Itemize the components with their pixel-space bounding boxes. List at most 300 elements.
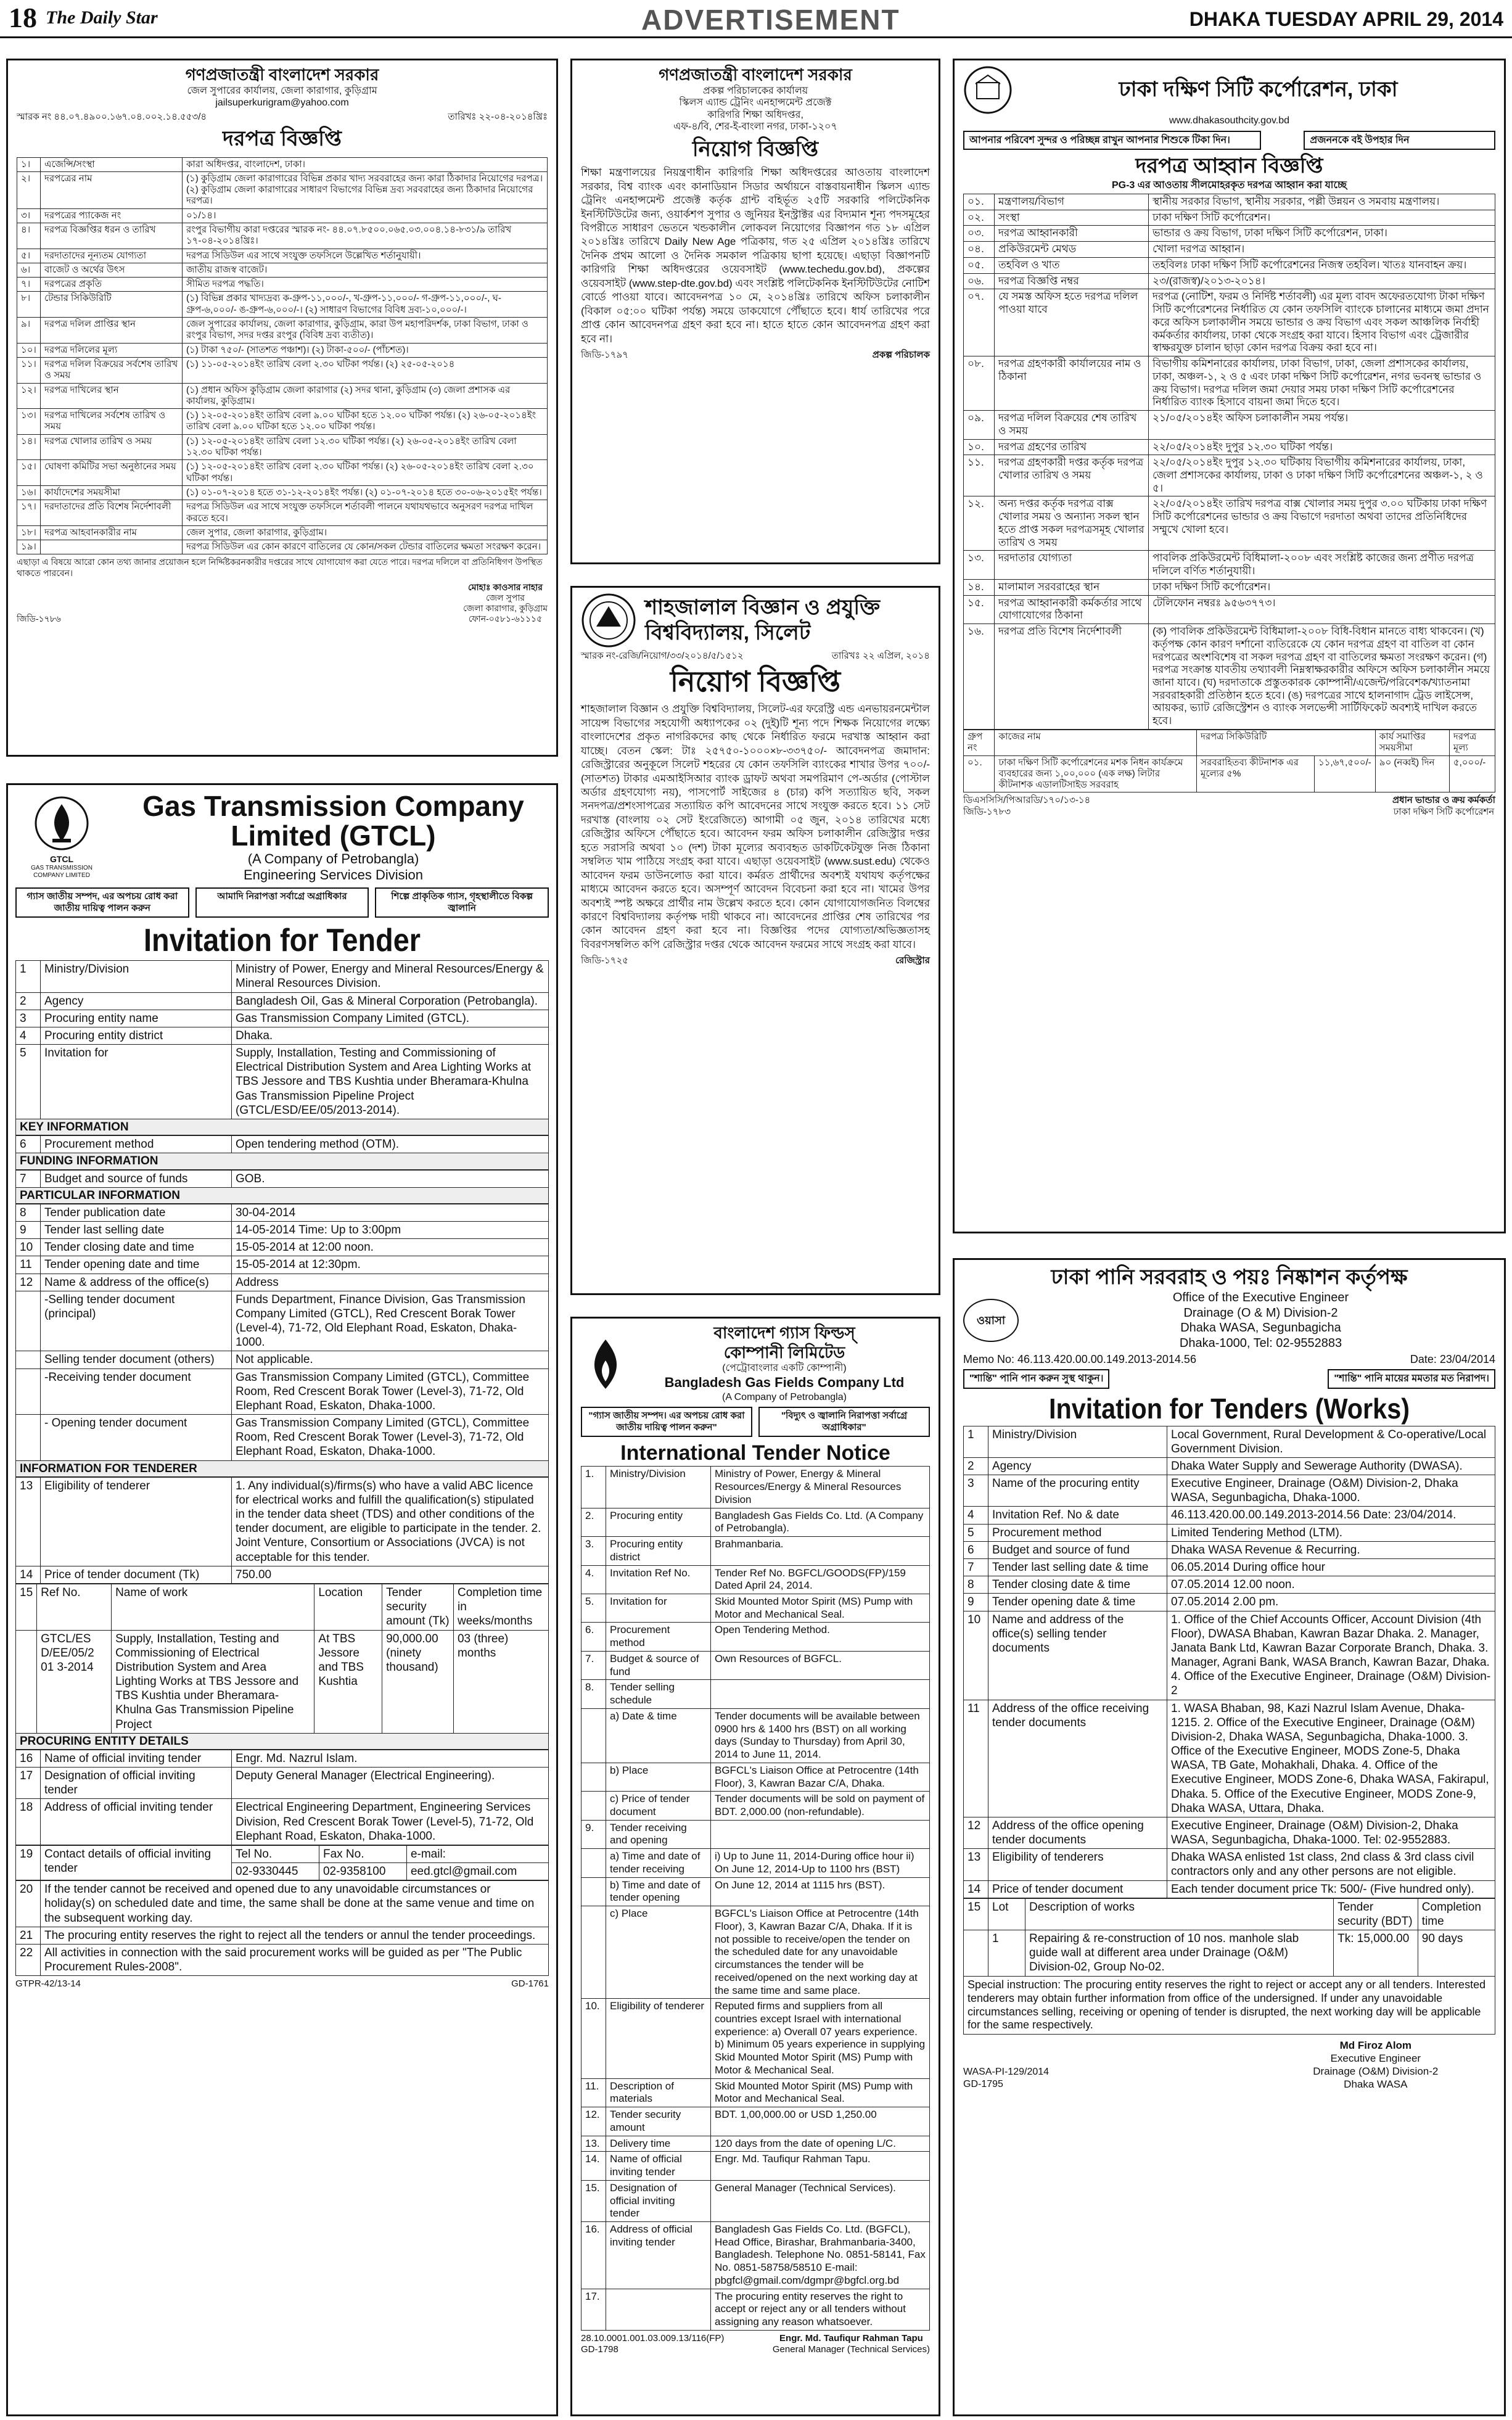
table-cell: Name of the procuring entity bbox=[988, 1475, 1167, 1507]
table-cell: 10. bbox=[581, 1999, 606, 2078]
sust-header bbox=[581, 593, 930, 648]
table-cell: 15. bbox=[581, 2180, 606, 2221]
dscc-footer bbox=[963, 795, 1495, 818]
table-row bbox=[17, 343, 548, 357]
wasa-date: Date: 23/04/2014 bbox=[1410, 1353, 1495, 1366]
table-row bbox=[17, 249, 548, 263]
dscc-header bbox=[963, 65, 1495, 115]
table-cell: 11 bbox=[964, 1700, 988, 1817]
gtcl-table-4 bbox=[15, 1204, 549, 1461]
table-cell: Budget & source of fund bbox=[606, 1651, 711, 1679]
table-cell: কার্যাদেশের সময়সীমা bbox=[41, 485, 183, 500]
wasa-logo: ওয়াসা bbox=[963, 1299, 1019, 1342]
gtcl-sec-part: PARTICULAR INFORMATION bbox=[15, 1188, 549, 1204]
table-cell: Ref No. bbox=[37, 1584, 112, 1630]
table-row bbox=[16, 1630, 549, 1733]
table-cell: The procuring entity reserves the right to accept or reject any or all tenders without assigning any reason whatsoever. bbox=[711, 2289, 930, 2330]
table-cell bbox=[581, 1708, 606, 1763]
table-cell: দরপত্র মূল্য bbox=[1449, 730, 1495, 755]
table-row bbox=[964, 273, 1495, 289]
gtcl-sec-fund: FUNDING INFORMATION bbox=[15, 1153, 549, 1169]
dscc-emblem-icon bbox=[963, 65, 1013, 115]
table-cell: Procurement method bbox=[41, 1136, 232, 1153]
bgfcl-bn2: কোম্পানী লিমিটেড bbox=[723, 1343, 845, 1362]
table-cell: 1. Office of the Chief Accounts Officer, Account Division (4th Floor), DWASA Bhaban, Kawran Bazar Dhaka. 2. Manager, Janata Bank Ltd, Kawran Bazar Corporate Branch, Dhaka. 3. Manager, Agrani Bank, WASA Branch, Kawran Bazar, Dhaka. 4. Office of the Executive Engineer, Drainage (O&M) Division-2 bbox=[1167, 1611, 1495, 1700]
table-cell: সীমিত দরপত্র পদ্ধতি। bbox=[183, 278, 548, 292]
table-cell: i) Up to June 11, 2014-During office hour ii) On June 12, 2014-Up to 1100 hrs (BST) bbox=[711, 1849, 930, 1877]
table-cell: Gas Transmission Company Limited (GTCL), Committee Room, Red Crescent Borak Tower (Level-3), 71-72, Old Elephant Road, Eskaton, Dhaka-1000. bbox=[232, 1368, 549, 1415]
table-cell bbox=[606, 2289, 711, 2330]
table-row bbox=[16, 1768, 549, 1799]
table-cell: (১) ০১-০৭-২০১৪ হতে ৩১-১২-২০১৪ইং পর্যন্ত। (২) ০১-০৭-২০১৪ হতে ৩০-০৬-২০১৫ইং পর্যন্ত। bbox=[183, 485, 548, 500]
sust-code: জিডি-১৭২৫ bbox=[581, 955, 629, 966]
gtcl-sec-tenderer: INFORMATION FOR TENDERER bbox=[15, 1461, 549, 1477]
table-cell: 15-05-2014 at 12:00 noon. bbox=[232, 1239, 549, 1256]
sust-title: নিয়োগ বিজ্ঞপ্তি bbox=[670, 665, 841, 698]
table-cell: 21 bbox=[16, 1927, 41, 1944]
table-cell: দরদাতাদের নূন্যতম যোগ্যতা bbox=[41, 249, 183, 263]
bgfcl-foot-title: General Manager (Technical Services) bbox=[772, 2344, 930, 2355]
table-row bbox=[581, 1849, 930, 1877]
wasa-addr1: Dhaka WASA, Segunbagicha bbox=[1180, 1321, 1341, 1335]
gtcl-lot-table bbox=[15, 1584, 549, 1734]
table-cell: দরপত্র সিডিউল এর কোন কারণে বাতিলের যে কোন/সকল টেন্ডার বাতিলের ক্ষমতা সংরক্ষণ করেন। bbox=[183, 540, 548, 554]
skills-line1: প্রকল্প পরিচালকের কার্যালয় bbox=[702, 85, 808, 96]
table-cell: (১) টাকা ৭৫০/- (সাতশত পঞ্চাশ)। (২) টাকা-৫০০/- (পাঁচশত)। bbox=[183, 343, 548, 357]
wasa-sign-t1: Executive Engineer bbox=[1330, 2052, 1421, 2065]
table-cell: ২২/০৫/২০১৪ইং দুপুর ১২.৩০ ঘটিকায় বিভাগীয় কমিশনারের কার্যালয়, ঢাকা, জেলা প্রশাসকের কার্যালয়, ঢাকা ও ঢাকা দক্ষিণ সিটি কর্পোরেশনের অঞ্চল-১, ২ ও ৫। bbox=[1149, 455, 1495, 496]
table-cell: Open tendering method (OTM). bbox=[232, 1136, 549, 1153]
sust-memo-row bbox=[581, 651, 930, 662]
skills-title: নিয়োগ বিজ্ঞপ্তি bbox=[692, 137, 819, 161]
dscc-sub: PG-3 এর আওতায় সীলমোহরকৃত দরপত্র আহ্বান করা যাচ্ছে bbox=[1111, 179, 1347, 191]
table-cell: Invitation for bbox=[606, 1594, 711, 1622]
table-cell: কারা অধিদপ্তর, বাংলাদেশ, ঢাকা। bbox=[183, 157, 548, 171]
table-cell: টেলিফোন নম্বরঃ ৯৫৬৩৭৭৩। bbox=[1149, 595, 1495, 624]
paper-name: The Daily Star bbox=[46, 7, 158, 28]
table-row bbox=[17, 540, 548, 554]
table-row bbox=[581, 1623, 930, 1651]
table-row bbox=[964, 411, 1495, 439]
skills-footer bbox=[581, 350, 930, 361]
table-row bbox=[16, 961, 549, 992]
table-cell: ০৩. bbox=[964, 226, 995, 242]
dscc-foot-ref: ডিএসসিসি/পিআরডি/১৭০/১৩-১৪ bbox=[963, 795, 1091, 806]
table-cell: Completion time in weeks/months bbox=[453, 1584, 548, 1630]
gtcl-title: Gas Transmission Company Limited (GTCL) bbox=[142, 790, 524, 852]
table-cell: দরপত্র আহ্বানকারী কর্মকর্তার সাথে যোগাযোগের ঠিকানা bbox=[995, 595, 1149, 624]
table-row bbox=[964, 1849, 1495, 1880]
table-cell: ৪। bbox=[17, 223, 41, 249]
table-cell: Executive Engineer, Drainage (O&M) Division-2, Dhaka WASA, Segunbagicha, Dhaka-1000. bbox=[1167, 1475, 1495, 1507]
table-cell: Repairing & re-construction of 10 nos. manhole slab guide wall at different area under Drainage (O&M) Division-02, Group No-02. bbox=[1025, 1930, 1334, 1977]
table-cell bbox=[711, 1680, 930, 1708]
table-cell: দরপত্র দাখিলের স্থান bbox=[41, 383, 183, 409]
table-cell: ১০। bbox=[17, 343, 41, 357]
table-cell: 10 bbox=[16, 1239, 41, 1256]
table-cell: ৮। bbox=[17, 292, 41, 318]
table-cell: কার্য সমাপ্তির সময়সীমা bbox=[1375, 730, 1449, 755]
gtcl-table-2 bbox=[15, 1135, 549, 1153]
gtcl-email-link[interactable]: eed.gtcl@gmail.com bbox=[406, 1863, 548, 1880]
table-cell: Ministry/Division bbox=[606, 1467, 711, 1508]
table-row bbox=[581, 2078, 930, 2107]
table-row bbox=[964, 624, 1495, 730]
table-cell bbox=[581, 1792, 606, 1820]
wasa-code2: GD-1795 bbox=[963, 2078, 1003, 2089]
table-cell: ১৭। bbox=[17, 500, 41, 526]
gtcl-logo bbox=[15, 796, 108, 880]
table-cell: Agency bbox=[41, 992, 232, 1010]
table-row bbox=[964, 551, 1495, 579]
gtcl-flame-icon bbox=[34, 796, 89, 851]
table-row bbox=[581, 1877, 930, 1906]
table-cell: 1 bbox=[964, 1426, 988, 1457]
table-cell: 15-05-2014 at 12:30pm. bbox=[232, 1256, 549, 1274]
table-cell bbox=[41, 540, 183, 554]
table-cell: দরপত্র সিডিউল এর সাথে সংযুক্ত তফসিলে উল্লেখিত শর্তানুযায়ী। bbox=[183, 249, 548, 263]
table-cell: Skid Mounted Motor Spirit (MS) Pump with Motor and Mechanical Seal. bbox=[711, 2078, 930, 2107]
table-cell: Not applicable. bbox=[232, 1351, 549, 1368]
table-cell: Tender receiving and opening bbox=[606, 1820, 711, 1848]
table-row bbox=[16, 1415, 549, 1461]
table-row bbox=[17, 157, 548, 171]
table-row bbox=[17, 383, 548, 409]
table-cell: ২৩/(রাজস্ব)/২০১৩-২০১৪। bbox=[1149, 273, 1495, 289]
table-cell: ২২/০৫/২০১৪ইং তারিখ দরপত্র বাক্স খোলার সময় দুপুর ৩.০০ ঘটিকায় ঢাকা দক্ষিণ সিটি কর্পোরেশনের ভান্ডার ও ক্রয় বিভাগে দরদাতা অথবা তাদের প্রতিনিধিদের সম্মুখে খোলা হবে। bbox=[1149, 496, 1495, 551]
table-cell: সংস্থা bbox=[995, 210, 1149, 226]
bgfcl-slogans bbox=[581, 1407, 930, 1437]
table-cell: BGFCL's Liaison Office at Petrocentre (14th Floor), 3, Kawran Bazar C/A, Dhaka. If it is not possible to receive/open the tender on the scheduled date for any unavoidable circumstances the tender will be received/opened on the next working day at the same time and same place. bbox=[711, 1906, 930, 1999]
jail-memo-row bbox=[17, 112, 548, 123]
table-cell: ঢাকা দক্ষিণ সিটি কর্পোরেশনের মশক নিধন কার্যক্রমে ব্যবহারের জন্য ১,০০,০০০ (এক লক্ষ) লিটার কীটনাশক এডালটিসাইড সরবরাহ bbox=[995, 755, 1197, 792]
table-cell: ঢাকা দক্ষিণ সিটি কর্পোরেশন। bbox=[1149, 210, 1495, 226]
table-cell: 17 bbox=[16, 1768, 41, 1799]
table-row bbox=[17, 171, 548, 208]
table-cell: Fax No. bbox=[319, 1845, 406, 1862]
table-cell: দরপত্র দলিল প্রাপ্তির স্থান bbox=[41, 318, 183, 344]
dscc-sign-title: প্রধান ভান্ডার ও ক্রয় কর্মকর্তা bbox=[1392, 795, 1495, 806]
table-cell: Dhaka WASA Revenue & Recurring. bbox=[1167, 1541, 1495, 1558]
table-cell: 6 bbox=[964, 1541, 988, 1558]
table-cell: 2 bbox=[964, 1457, 988, 1475]
table-cell: (ক) পাবলিক প্রকিউরমেন্ট বিধিমালা-২০০৮ বিধি-বিধান মানতে বাধ্য থাকবেন। (খ) কর্তৃপক্ষ কোন কারণ দর্শানো ব্যতিরেকে যে কোন দরপত্র গ্রহণ বা বাতিল বা কোন দরপত্রের অংশবিশেষ বা সকল দরপত্র গ্রহণ বা বাতিলের ক্ষমতা সংরক্ষণ করেন। (গ) দরপত্র সংক্রান্ত যাবতীয় তথ্যাবলী নিম্নস্বাক্ষরকারীর অফিসে অফিস চলাকালীন সময়ে জানা যাবে। (ঘ) দরদাতাকে প্রস্তুতকারক কোম্পানী/এজেন্ট/পরিবেশক/খ্যাতনামা সরবরাহকারী প্রতিষ্ঠান হতে হবে। (ঙ) দরপত্রের সাথে হালনাগাদ ট্রেড লাইসেন্স, আয়কর, ভ্যাট রেজিস্ট্রেশন ও ব্যাংক সলভেন্সী সার্টিফিকেট অবশ্যই দাখিল করতে হবে। bbox=[1149, 624, 1495, 730]
table-cell: a) Date & time bbox=[606, 1708, 711, 1763]
table-cell: ১৯। bbox=[17, 540, 41, 554]
bgfcl-slogan: "গ্যাস জাতীয় সম্পদ। এর অপচয় রোধ করা জাতীয় দায়িত্ব পালন করুন" bbox=[581, 1407, 752, 1437]
table-cell: -Receiving tender document bbox=[41, 1368, 232, 1415]
table-cell: 8 bbox=[964, 1576, 988, 1594]
table-row bbox=[17, 208, 548, 223]
dscc-title: ঢাকা দক্ষিণ সিটি কর্পোরেশন, ঢাকা bbox=[1119, 78, 1398, 102]
table-row bbox=[964, 595, 1495, 624]
table-cell: Executive Engineer, Drainage (O&M) Division-2, Dhaka WASA, Segunbagicha, Dhaka-1000. Tel: 02-9552883. bbox=[1167, 1817, 1495, 1848]
table-row bbox=[581, 1763, 930, 1791]
table-cell: Tel No. bbox=[232, 1845, 319, 1862]
table-row bbox=[581, 1708, 930, 1763]
wasa-special: Special instruction: The procuring entity reserves the right to reject or accept any or all tenders. Interested tenderers may obtain further information from office of the undersigned. If under any unavoidable circumstances selling, receiving or opening of tender is disrupted, the next working day will be applicable for the same respectively. bbox=[963, 1977, 1495, 2035]
table-cell: বাজেট ও অর্থের উৎস bbox=[41, 263, 183, 277]
table-cell: Limited Tendering Method (LTM). bbox=[1167, 1524, 1495, 1541]
table-cell: Gas Transmission Company Limited (GTCL). bbox=[232, 1010, 549, 1027]
table-row bbox=[964, 1611, 1495, 1700]
table-cell: ৩। bbox=[17, 208, 41, 223]
table-cell: 22 bbox=[16, 1944, 41, 1975]
table-cell: দরপত্র দাখিলের সর্বশেষ তারিখ ও সময় bbox=[41, 409, 183, 435]
table-cell: জেল সুপার, জেলা কারাগার, কুড়িগ্রাম। bbox=[183, 525, 548, 540]
table-cell: Engr. Md. Nazrul Islam. bbox=[232, 1750, 549, 1767]
bgfcl-tender-ad bbox=[570, 1317, 940, 2416]
table-cell: ৭। bbox=[17, 278, 41, 292]
table-cell: দরপত্র আহবানকারীর নাম bbox=[41, 525, 183, 540]
dscc-sign-org: ঢাকা দক্ষিণ সিটি কর্পোরেশন bbox=[1393, 806, 1495, 817]
gtcl-slogan: আমাদি নিরাপত্তা সর্বাগ্রে অগ্রাধিকার bbox=[195, 887, 369, 918]
table-cell bbox=[711, 1820, 930, 1848]
jail-sign-place: জেলা কারাগার, কুড়িগ্রাম bbox=[462, 603, 548, 613]
wasa-header bbox=[963, 1290, 1495, 1351]
table-cell: 02-9330445 bbox=[232, 1863, 319, 1880]
table-cell: ০২. bbox=[964, 210, 995, 226]
table-cell: ১১. bbox=[964, 455, 995, 496]
skills-gov: গণপ্রজাতন্ত্রী বাংলাদেশ সরকার bbox=[659, 65, 852, 84]
table-row bbox=[964, 755, 1495, 792]
table-cell: (১) ১২-০৫-২০১৪ইং তারিখ বেলা ১২.৩০ ঘটিকা পর্যন্ত। (২) ২৬-০৫-২০১৪ইং তারিখ বেলা ১২.৩০ ঘটিকা পর্যন্ত। bbox=[183, 434, 548, 460]
table-row bbox=[581, 2107, 930, 2136]
table-row bbox=[16, 1566, 549, 1583]
table-cell: 19 bbox=[16, 1845, 41, 1880]
table-cell: Procuring entity name bbox=[41, 1010, 232, 1027]
table-cell: Reputed firms and suppliers from all countries except Israel with international experience: a) Overall 07 years experience. b) Minimum 05 years experience in supplying Skid Mounted Motor Spirit (MS) Pump with Motor & Mechanical Seal. bbox=[711, 1999, 930, 2078]
table-cell: তহবিলঃ ঢাকা দক্ষিণ সিটি কর্পোরেশনের নিজস্ব তহবিল। খাতঃ যানবাহন ক্রয়। bbox=[1149, 257, 1495, 273]
table-row bbox=[581, 1467, 930, 1508]
table-cell: কাজের নাম bbox=[995, 730, 1197, 755]
table-cell: 13 bbox=[964, 1849, 988, 1880]
table-cell: দরপত্র (নোটিশ, ফরম ও নির্দিষ্ট শর্তাবলী) এর মূল্য বাবদ অফেরতযোগ্য টাকা দক্ষিণ সিটি কর্পোরেশনের নির্ধারিত যে কোন তফসিলি ব্যাংকে চালানের মাধ্যমে জমা প্রদান করে অফিস চলাকালীন সময়ে ভান্ডার ও ক্রয় বিভাগ এবং সকল আঞ্চলিক নির্বাহী কর্মকর্তার কার্যালয়, ঢাকা থেকে সংগ্রহ করা যাবে। হিসাব বিভাগ এবং ট্রেজারীর স্বাক্ষরযুক্ত চালান ছাড়া কোন দরপত্র বিক্রয় করা হবে না। bbox=[1149, 289, 1495, 356]
table-cell: Invitation Ref No. bbox=[606, 1565, 711, 1594]
table-cell: 7. bbox=[581, 1651, 606, 1679]
jail-signature bbox=[463, 582, 548, 624]
gtcl-logo-text: GTCL bbox=[49, 854, 74, 865]
table-cell: 14. bbox=[581, 2152, 606, 2180]
table-cell: স্থানীয় সরকার বিভাগ, স্থানীয় সরকার, পল্লী উন্নয়ন ও সমবায় মন্ত্রণালয়। bbox=[1149, 194, 1495, 210]
table-cell: 7 bbox=[964, 1558, 988, 1576]
table-row bbox=[964, 496, 1495, 551]
table-cell: দরপত্র বিজ্ঞপ্তির ধরন ও তারিখ bbox=[41, 223, 183, 249]
dscc-web[interactable]: www.dhakasouthcity.gov.bd bbox=[1169, 115, 1290, 126]
table-cell: Tender security amount (Tk) bbox=[382, 1584, 454, 1630]
table-cell: ৬। bbox=[17, 263, 41, 277]
masthead bbox=[0, 0, 1512, 38]
gtcl-tender-ad bbox=[6, 783, 558, 2416]
table-row bbox=[16, 1170, 549, 1187]
table-cell: Tender publication date bbox=[41, 1204, 232, 1221]
jail-note: এছাড়া এ বিষয়ে আরো কোন তথ্য জানার প্রয়োজন হলে নির্দ্দিষ্টকরনকারীর দপ্তরের সাথে যোগাযোগ করা যেতে পারে। দরপত্র দলিলে বা প্রতিনিধিগণ উপস্থিত থাকতে পারবেন। bbox=[17, 557, 543, 578]
sust-emblem-icon bbox=[581, 593, 636, 648]
table-cell: ০৭. bbox=[964, 289, 995, 356]
jail-email[interactable]: jailsuperkurigram@yahoo.com bbox=[215, 97, 349, 109]
table-cell: (১) কুড়িগ্রাম জেলা কারাগারের বিভিন্ন প্রকার খাদ্য সরবরাহের জন্য কারা ঠিকাদার নিয়োগের দরপত্র। (২) কুড়িগ্রাম জেলা কারাগারের সাধারণ বিভাগের বিভিন্ন দ্রব্য সরবরাহের জন্য ঠিকাদার নিয়োগের দরপত্র। bbox=[183, 171, 548, 208]
wasa-lot-table bbox=[963, 1898, 1495, 1977]
table-row bbox=[17, 525, 548, 540]
table-row bbox=[964, 1576, 1495, 1594]
table-cell: 30-04-2014 bbox=[232, 1204, 549, 1221]
jail-sign-title: জেল সুপার bbox=[485, 592, 525, 603]
table-row bbox=[964, 257, 1495, 273]
table-cell: ৯০ (নব্বই) দিন bbox=[1375, 755, 1449, 792]
table-cell: On June 12, 2014 at 1115 hrs (BST). bbox=[711, 1877, 930, 1906]
table-cell: 11. bbox=[581, 2078, 606, 2107]
table-cell: ৫,০০০/- bbox=[1449, 755, 1495, 792]
table-row bbox=[16, 1944, 549, 1975]
table-cell bbox=[964, 1930, 988, 1977]
gtcl-heading: Invitation for Tender bbox=[144, 922, 421, 958]
table-row bbox=[16, 1239, 549, 1256]
table-cell: Ministry of Power, Energy & Mineral Resources/Energy & Mineral Resources Division bbox=[711, 1467, 930, 1508]
table-row bbox=[17, 278, 548, 292]
sust-memo: স্মারক নং-রেজি/নিয়োগ/৩৩/২০১৪/৫/১৫১২ bbox=[581, 651, 744, 661]
table-cell: 12. bbox=[581, 2107, 606, 2136]
table-cell: ০১. bbox=[964, 755, 995, 792]
table-cell: 14 bbox=[16, 1566, 41, 1583]
table-row bbox=[581, 1792, 930, 1820]
table-cell: 1 bbox=[16, 961, 41, 992]
table-cell: Address of official inviting tender bbox=[41, 1799, 232, 1845]
dscc-lot-table bbox=[963, 730, 1495, 792]
jail-gov: গণপ্রজাতন্ত্রী বাংলাদেশ সরকার bbox=[185, 65, 379, 84]
table-cell: দরপত্র প্রতি বিশেষ নির্দেশাবলী bbox=[995, 624, 1149, 730]
table-row bbox=[16, 1256, 549, 1274]
table-cell: 8 bbox=[16, 1204, 41, 1221]
table-cell: 14-05-2014 Time: Up to 3:00pm bbox=[232, 1222, 549, 1239]
table-cell: ০৬. bbox=[964, 273, 995, 289]
table-cell: Ministry of Power, Energy and Mineral Resources/Energy & Mineral Resources Division. bbox=[232, 961, 549, 992]
wasa-memo: Memo No: 46.113.420.00.00.149.2013-2014.56 bbox=[963, 1353, 1196, 1366]
table-row bbox=[964, 1880, 1495, 1898]
table-cell: 5. bbox=[581, 1594, 606, 1622]
table-row bbox=[964, 1594, 1495, 1611]
table-row bbox=[581, 2180, 930, 2221]
table-row bbox=[17, 460, 548, 486]
table-row bbox=[964, 210, 1495, 226]
table-cell: ১৫. bbox=[964, 595, 995, 624]
table-row bbox=[17, 409, 548, 435]
jail-sign-phone: ফোন-০৫৮১-৬১১১৫ bbox=[468, 613, 543, 624]
table-cell: 9 bbox=[16, 1222, 41, 1239]
table-cell: মন্ত্রণালয়/বিভাগ bbox=[995, 194, 1149, 210]
table-cell: Name and address of the office(s) selling tender documents bbox=[988, 1611, 1167, 1700]
table-cell: BDT. 1,00,000.00 or USD 1,250.00 bbox=[711, 2107, 930, 2136]
gtcl-sec-key: KEY INFORMATION bbox=[15, 1119, 549, 1135]
table-cell: Tender last selling date & time bbox=[988, 1558, 1167, 1576]
table-cell: গ্রুপ নং bbox=[964, 730, 995, 755]
table-cell: Name of official inviting tender bbox=[606, 2152, 711, 2180]
gtcl-table-1 bbox=[15, 960, 549, 1119]
dscc-boxes bbox=[963, 131, 1495, 150]
table-cell: দরপত্র সিডিউল এর সাথে সংযুক্ত তফসিলে শর্তাবলী পালনে যথাযথভাবে অনুসরণ দরপত্র দাখিল করতে হবে। bbox=[183, 500, 548, 526]
table-row bbox=[17, 357, 548, 383]
table-cell: 1 bbox=[988, 1930, 1025, 1977]
table-cell: ১৪। bbox=[17, 434, 41, 460]
table-cell: 750.00 bbox=[232, 1566, 549, 1583]
table-cell: ঘোষণা কমিটির সভা অনুষ্ঠানের সময় bbox=[41, 460, 183, 486]
table-cell: ০৫. bbox=[964, 257, 995, 273]
gtcl-sub2: Engineering Services Division bbox=[243, 867, 424, 883]
table-row bbox=[581, 1537, 930, 1565]
table-cell: (১) বিভিন্ন প্রকার খাদ্যদ্রব্য ক-গ্রুপ-১১,০০০/-, খ-গ্রুপ-১১,০০০/- গ-গ্রুপ-১১,০০০/-, ঘ-গ্রুপ-৬,০০০/- ঙ-গ্রুপ-৬,০০০/-। (২) সাধারণ বিভাগের বিবিধ দ্রব্য-১০,০০০/-। bbox=[183, 292, 548, 318]
table-cell: Lot bbox=[988, 1898, 1025, 1930]
bgfcl-flame-icon bbox=[581, 1336, 630, 1391]
table-cell bbox=[16, 1630, 37, 1733]
table-cell: 46.113.420.00.00.149.2013-2014.56 Date: 23/04/2014. bbox=[1167, 1507, 1495, 1524]
table-cell: দরদাতাদের প্রতি বিশেষ নির্দেশাবলী bbox=[41, 500, 183, 526]
table-cell bbox=[16, 1415, 41, 1461]
table-cell: 90 days bbox=[1418, 1930, 1495, 1977]
bgfcl-title: Bangladesh Gas Fields Company Ltd bbox=[664, 1374, 905, 1390]
table-cell: 1. bbox=[581, 1467, 606, 1508]
table-cell: Procurement method bbox=[988, 1524, 1167, 1541]
table-cell: দরপত্র আহ্বানকারী bbox=[995, 226, 1149, 242]
table-cell: Tender documents will be sold on payment of BDT. 2,000.00 (non-refundable). bbox=[711, 1792, 930, 1820]
table-cell: Dhaka Water Supply and Sewerage Authority (DWASA). bbox=[1167, 1457, 1495, 1475]
table-cell: All activities in connection with the said procurement works will be guided as per "The Public Procurement Rules-2008". bbox=[41, 1944, 549, 1975]
table-row bbox=[964, 1475, 1495, 1507]
table-cell: Tender last selling date bbox=[41, 1222, 232, 1239]
table-row bbox=[964, 730, 1495, 755]
table-cell: Dhaka WASA enlisted 1st class, 2nd class & 3rd class civil contractors only and any other persons are not eligible. bbox=[1167, 1849, 1495, 1880]
table-cell: If the tender cannot be received and opened due to any unavoidable circumstances or holiday(s) on scheduled date and time, the same shall be done at the same venue and time on the subsequent working day. bbox=[41, 1881, 549, 1927]
table-cell: 06.05.2014 During office hour bbox=[1167, 1558, 1495, 1576]
gtcl-footer bbox=[15, 1978, 549, 1990]
skills-body: শিক্ষা মন্ত্রণালয়ের নিয়ন্ত্রণাধীন কারিগরি শিক্ষা অধিদপ্তরের আওতায় বাংলাদেশ সরকার, বিশ্ব ব্যাংক এবং কানাডিয়ান সিডার অর্থায়নে বাস্তবায়নাধীন স্কিলস এ্যান্ড ট্রেনিং এনহান্সমেন্ট প্রজেক্ট কর্তৃক গ্রান্ট বহির্ভূত ২৫টি সরকারি পলিটেকনিক ইনস্টিটিউটের জন্য, ওয়ার্কশপ সুপার ও জুনিয়র ইনস্ট্রাক্টর এর বিদ্যমান শূন্য পদসমূহের বিপরীতে সাধারণ ভেতনে খন্ডকালীন লোকবল নিয়োগের বিজ্ঞাপন গত ১৮ এপ্রিল ২০১৪খ্রিঃ তারিখে Daily New Age পত্রিকায়, গত ২৫ এপ্রিল ২০১৪খ্রিঃ তারিখে দৈনিক প্রথম আলো ও দৈনিক সমকাল পত্রিকায় ছাপা হয়েছে। এছাড়া বিজ্ঞাপনটি কারিগরি শিক্ষা অধিদপ্তরের ওয়েবসাইট (www.techedu.gov.bd), প্রকল্পের ওয়েবসাইট (www.step-dte.gov.bd) এবং সংশ্লিষ্ট পলিটেকনিক ইনস্টিটিউটের নোটিশ বোর্ডে পাওয়া যাবে। আবেদনপত্র ১০ মে, ২০১৪খ্রিঃ তারিখে অফিস চলাকালীন (বিকাল ০৫:০০ ঘটিকা পর্যন্ত) সময়ে ডাকযোগে পৌঁছাতে হবে। ধার্য তারিখের পরে প্রাপ্ত কোন আবেদনপত্র গ্রহণ করা হবে না। হাতে হাতে কোন আবেদনপত্র গ্রহণ করা হবে না। bbox=[581, 167, 930, 345]
table-row bbox=[16, 1750, 549, 1767]
table-cell: ০৪. bbox=[964, 242, 995, 258]
table-cell: খোলা দরপত্র আহ্বান। bbox=[1149, 242, 1495, 258]
table-row bbox=[17, 485, 548, 500]
table-cell: 16. bbox=[581, 2222, 606, 2289]
table-cell: Procuring entity bbox=[606, 1508, 711, 1536]
table-cell: প্রকিউরমেন্ট মেথড bbox=[995, 242, 1149, 258]
table-cell: 4. bbox=[581, 1565, 606, 1594]
wasa-sign-t3: Dhaka WASA bbox=[1344, 2078, 1408, 2090]
table-cell: Name of official inviting tender bbox=[41, 1750, 232, 1767]
table-row bbox=[16, 1136, 549, 1153]
bgfcl-bn3: (পেট্রোবাংলার একটি কোম্পানী) bbox=[722, 1363, 847, 1374]
sust-date: তারিখঃ ২২ এপ্রিল, ২০১৪ bbox=[831, 651, 930, 661]
gtcl-notes-table bbox=[15, 1880, 549, 1976]
wasa-tender-ad bbox=[953, 1258, 1506, 2416]
table-cell: Ministry/Division bbox=[988, 1426, 1167, 1457]
table-cell: ০১. bbox=[964, 194, 995, 210]
table-row bbox=[581, 1680, 930, 1708]
table-cell: 03 (three) months bbox=[453, 1630, 548, 1733]
table-cell: দরপত্র খোলার তারিখ ও সময় bbox=[41, 434, 183, 460]
dscc-box2: প্রজননকে বই উপহার দিন bbox=[1304, 131, 1495, 150]
table-cell: এজেন্সি/সংস্থা bbox=[41, 157, 183, 171]
table-cell: ৫। bbox=[17, 249, 41, 263]
table-cell: Invitation Ref. No & date bbox=[988, 1507, 1167, 1524]
table-cell: The procuring entity reserves the right to reject all the tenders or annul the tender proceedings. bbox=[41, 1927, 549, 1944]
sust-recruitment-ad bbox=[570, 586, 940, 1295]
dscc-tender-ad bbox=[953, 59, 1506, 1233]
gtcl-header bbox=[15, 791, 549, 884]
table-cell: ১। bbox=[17, 157, 41, 171]
table-cell: Tender closing date & time bbox=[988, 1576, 1167, 1594]
skills-line3: কারিগরি শিক্ষা অধিদপ্তর, bbox=[707, 109, 803, 120]
table-cell: Bangladesh Gas Fields Co. Ltd. (A Company of Petrobangla). bbox=[711, 1508, 930, 1536]
table-cell: Delivery time bbox=[606, 2136, 711, 2152]
gtcl-code-right: GD-1761 bbox=[511, 1978, 549, 1990]
table-cell: ১১,৬৭,৫০০/- bbox=[1315, 755, 1376, 792]
